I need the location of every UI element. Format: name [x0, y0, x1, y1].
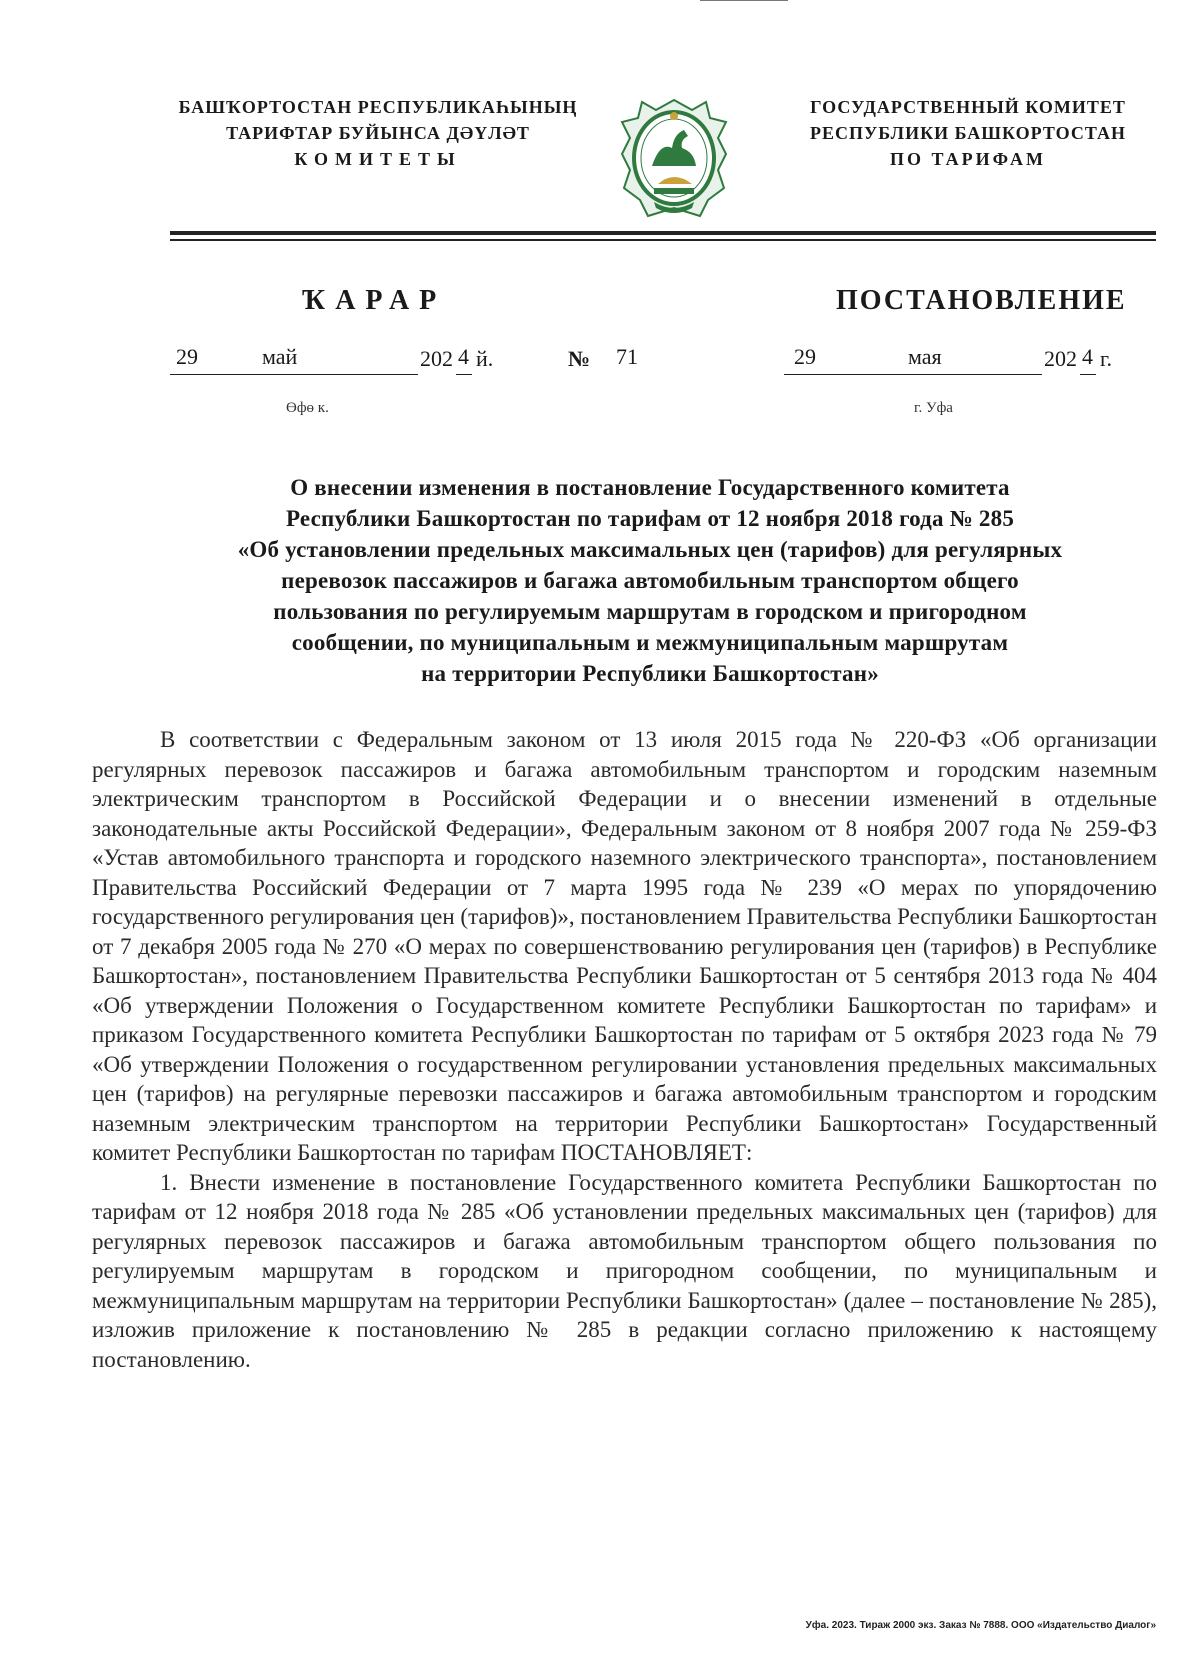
number-value: 71 [616, 344, 638, 369]
header-russian-name [778, 94, 1158, 172]
header-bashkir-name [168, 94, 588, 172]
date-left-underline [170, 374, 418, 375]
subject-line: О внесении изменения в постановление Государственного комитета [290, 475, 1010, 500]
header-right-line: ПО ТАРИФАМ [890, 149, 1046, 169]
title-karar: ҠАРАР [302, 285, 447, 316]
date-right-suffix: г. [1100, 346, 1113, 371]
header-right-line: ГОСУДАРСТВЕННЫЙ КОМИТЕТ [810, 97, 1126, 117]
subject-line: перевозок пассажиров и багажа автомобильным транспортом общего [281, 568, 1019, 593]
header-left-line: БАШҠОРТОСТАН РЕСПУБЛИКАҺЫНЫҢ [178, 97, 578, 117]
date-left-year-underline [456, 374, 472, 375]
date-right-year-prefix: 202 [1044, 346, 1077, 371]
header-right-line: РЕСПУБЛИКИ БАШКОРТОСТАН [810, 123, 1126, 143]
date-right [784, 344, 1164, 380]
date-right-day: 29 [794, 344, 816, 369]
print-imprint: Уфа. 2023. Тираж 2000 экз. Заказ № 7888. ООО «Издательство Диалог» [805, 1620, 1156, 1631]
place-right: г. Уфа [914, 400, 953, 416]
subject-line: пользования по регулируемым маршрутам в городском и пригородном [273, 599, 1027, 624]
number-label: № [568, 346, 591, 371]
place-left: Өфө к. [286, 400, 329, 416]
scan-edge-mark [700, 0, 788, 1]
document-number [568, 344, 688, 380]
header-rule-thin [170, 239, 1156, 241]
date-left-year-digit: 4 [458, 344, 469, 369]
date-right-underline [784, 374, 1042, 375]
subject-line: сообщении, по муниципальным и межмуниципальным маршрутам [291, 630, 1009, 655]
date-left [170, 344, 550, 380]
date-left-year-prefix: 202 [420, 346, 453, 371]
document-body [92, 725, 1157, 1374]
bashkortostan-coat-of-arms-icon [614, 96, 734, 226]
subject-line: «Об установлении предельных максимальных цен (тарифов) для регулярных [237, 537, 1063, 562]
date-left-day: 29 [176, 344, 198, 369]
title-postanovlenie: ПОСТАНОВЛЕНИЕ [836, 285, 1127, 316]
header-left-line: ТАРИФТАР БУЙЫНСА ДӘҮЛӘТ [226, 123, 530, 143]
clause-1-paragraph: 1. Внести изменение в постановление Государственного комитета Республики Башкортостан по тарифам от 12 ноября 2018 года № 285 «Об установлении предельных максимальных цен (тарифов) для регулярных перевозок пассажиров и багажа автомобильным транспортом общего пользования по регулируемым маршрутам в городском и пригородном сообщении, по муниципальным и межмуниципальным маршрутам на территории Республики Башкортостан» (далее – постановление № 285), изложив приложение к постановлению № 285 в редакции согласно приложению к настоящему постановлению. [92, 1169, 1157, 1372]
date-right-year-digit: 4 [1082, 344, 1093, 369]
header-rule-thick [170, 231, 1156, 235]
header-left-line: КОМИТЕТЫ [294, 149, 462, 169]
date-right-month: мая [908, 344, 942, 369]
preamble-paragraph: В соответствии с Федеральным законом от 13 июля 2015 года № 220-ФЗ «Об организации регулярных перевозок пассажиров и багажа автомобильным транспортом и городским наземным электрическим транспортом в Российской Федерации и о внесении изменений в отдельные законодательные акты Российской Федерации», Федеральным законом от 8 ноября 2007 года № 259-ФЗ «Устав автомобильного транспорта и городского наземного электрического транспорта», постановлением Правительства Российский Федерации от 7 марта 1995 года № 239 «О мерах по упорядочению государственного регулирования цен (тарифов)», постановлением Правительства Республики Башкортостан от 7 декабря 2005 года № 270 «О мерах по совершенствованию регулирования цен (тарифов) в Республике Башкортостан», постановлением Правительства Республики Башкортостан от 5 сентября 2013 года № 404 «Об утверждении Положения о Государственном комитете Республики Башкортостан по тарифам» и приказом Государственного комитета Республики Башкортостан по тарифам от 5 октября 2023 года № 79 «Об утверждении Положения о государственном регулировании установления предельных максимальных цен (тарифов) на регулярные перевозки пассажиров и багажа автомобильным транспортом и городским наземным электрическим транспортом на территории Республики Башкортостан» Государственный комитет Республики Башкортостан по тарифам ПОСТАНОВЛЯЕТ: [92, 727, 1157, 1165]
date-left-suffix: й. [476, 346, 494, 371]
date-right-year-underline [1080, 374, 1096, 375]
subject-line: Республики Башкортостан по тарифам от 12 ноября 2018 года № 285 [285, 506, 1015, 531]
date-left-month: май [262, 344, 298, 369]
document-subject [130, 472, 1170, 689]
subject-line: на территории Республики Башкортостан» [421, 661, 879, 686]
